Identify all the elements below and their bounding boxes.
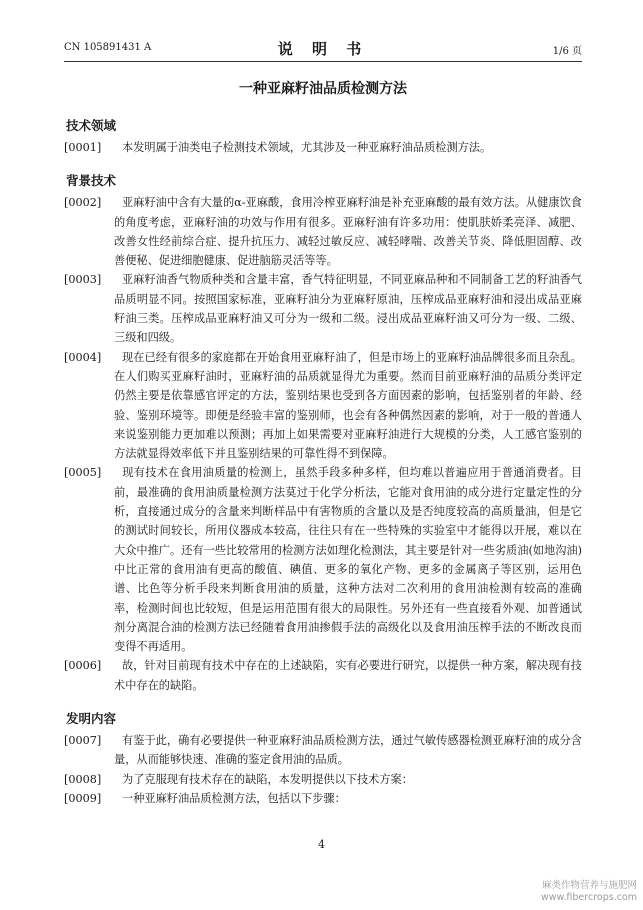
paragraph-number: [0001] — [64, 141, 102, 154]
page-header — [64, 38, 582, 58]
section-heading: 发明内容 — [66, 711, 117, 727]
header-rule — [64, 61, 582, 62]
section-heading: 技术领域 — [66, 118, 117, 133]
paragraph-number: [0002] — [64, 196, 102, 210]
watermark-line: 麻类作物营养与施肥网 — [541, 880, 637, 891]
section-summary — [64, 709, 582, 808]
section-heading: 背景技术 — [66, 173, 117, 189]
paragraph-text: 一种亚麻籽油品质检测方法，包括以下步骤： — [122, 791, 346, 805]
paragraph-number: [0005] — [64, 466, 102, 480]
paragraph — [64, 193, 582, 270]
paragraph — [64, 656, 582, 695]
paragraph-text: 现在已经有很多的家庭都在开始食用亚麻籽油了，但是市场上的亚麻籽油品牌很多而且杂乱。在人们购买亚麻籽油时，亚麻籽油的品质就显得尤为重要。然而目前亚麻籽油的品质分类评定仍然主要是依靠感官评定的方法，鉴别结果也受到各方面因素的影响，包括鉴别者的年龄、经验、鉴别环境等。即便是经验丰富的鉴别师，也会有各种偶然因素的影响，对于一般的普通人来说鉴别能力更加难以预测；再加上如果需要对亚麻籽油进行大规模的分类，人工感官鉴别的方法就显得效率低下并且鉴别结果的可靠性得不到保障。 — [114, 350, 582, 461]
paragraph-text: 本发明属于油类电子检测技术领域，尤其涉及一种亚麻籽油品质检测方法。 — [122, 141, 492, 154]
paragraph-number: [0009] — [64, 791, 102, 805]
section-technical-field — [64, 116, 582, 157]
document-title: 一种亚麻籽油品质检测方法 — [239, 81, 407, 97]
page-number: 4 — [318, 838, 325, 851]
paragraph — [64, 770, 582, 789]
paragraph-number: [0004] — [64, 350, 102, 364]
paragraph-text: 亚麻籽油中含有大量的α-亚麻酸，食用冷榨亚麻籽油是补充亚麻酸的最有效方法。从健康饮食的角度考虑，亚麻籽油的功效与作用有很多。亚麻籽油有许多功用：使肌肤娇柔亮泽、减肥、改善女性经前综合症、提升抗压力、减轻过敏反应、减轻哮喘、改善关节炎、降低胆固醇、改善便秘、促进细胞健康、促进脑筋灵活等等。 — [114, 196, 582, 268]
document-type: 说 明 书 — [277, 40, 369, 58]
watermark — [541, 880, 637, 904]
paragraph — [64, 270, 582, 347]
paragraph — [64, 348, 582, 464]
paragraph-number: [0008] — [64, 772, 102, 786]
paragraph-number: [0006] — [64, 659, 102, 673]
paragraph-number: [0007] — [64, 734, 102, 748]
paragraph — [64, 138, 582, 157]
watermark-url: www.fibercrops.com — [540, 892, 637, 903]
section-background — [64, 171, 582, 695]
paragraph-number: [0003] — [64, 273, 102, 287]
paragraph-text: 为了克服现有技术存在的缺陷，本发明提供以下技术方案： — [122, 772, 413, 786]
paragraph-text: 现有技术在食用油质量的检测上，虽然手段多种多样，但均难以普遍应用于普通消费者。目前，最准确的食用油质量检测方法莫过于化学分析法，它能对食用油的成分进行定量定性的分析，直接通过成分的含量来判断样品中有害物质的含量以及是否纯度较高的高质量油，但是它的测试时间较长，所用仪器成本较高，往往只有在一些特殊的实验室中才能得以开展，难以在大众中推广。还有一些比较常用的检测方法如理化检测法，其主要是针对一些劣质油(如地沟油)中比正常的食用油有更高的酸值、碘值、更多的氧化产物、更多的金属离子等区别，运用色谱、比色等分析手段来判断食用油的质量，这种方法对二次利用的食用油检测有较高的准确率，检测时间也比较短，但是运用范围有很大的局限性。另外还有一些直接看外观、加普通试剂分离混合油的检测方法已经随着食用油掺假手法的高级化以及食用油压榨手法的不断改良而变得不再适用。 — [114, 466, 582, 654]
paragraph-text: 有鉴于此，确有必要提供一种亚麻籽油品质检测方法，通过气敏传感器检测亚麻籽油的成分含量，从而能够快速、准确的鉴定食用油的品质。 — [114, 734, 582, 767]
page-indicator: 1/6 页 — [552, 46, 582, 57]
paragraph-text: 亚麻籽油香气物质种类和含量丰富，香气特征明显，不同亚麻品种和不同制备工艺的籽油香气品质明显不同。按照国家标准，亚麻籽油分为亚麻籽原油，压榨成品亚麻籽油和浸出成品亚麻籽油三类。压榨成品亚麻籽油又可分为一级和二级。浸出成品亚麻籽油又可分为一级、二级、三级和四级。 — [114, 273, 582, 345]
paragraph — [64, 731, 582, 770]
paragraph — [64, 789, 582, 808]
paragraph-text: 故，针对目前现有技术中存在的上述缺陷，实有必要进行研究，以提供一种方案，解决现有技术中存在的缺陷。 — [114, 659, 582, 692]
paragraph — [64, 463, 582, 656]
patent-number: CN 105891431 A — [64, 42, 152, 53]
document-body — [64, 116, 582, 808]
